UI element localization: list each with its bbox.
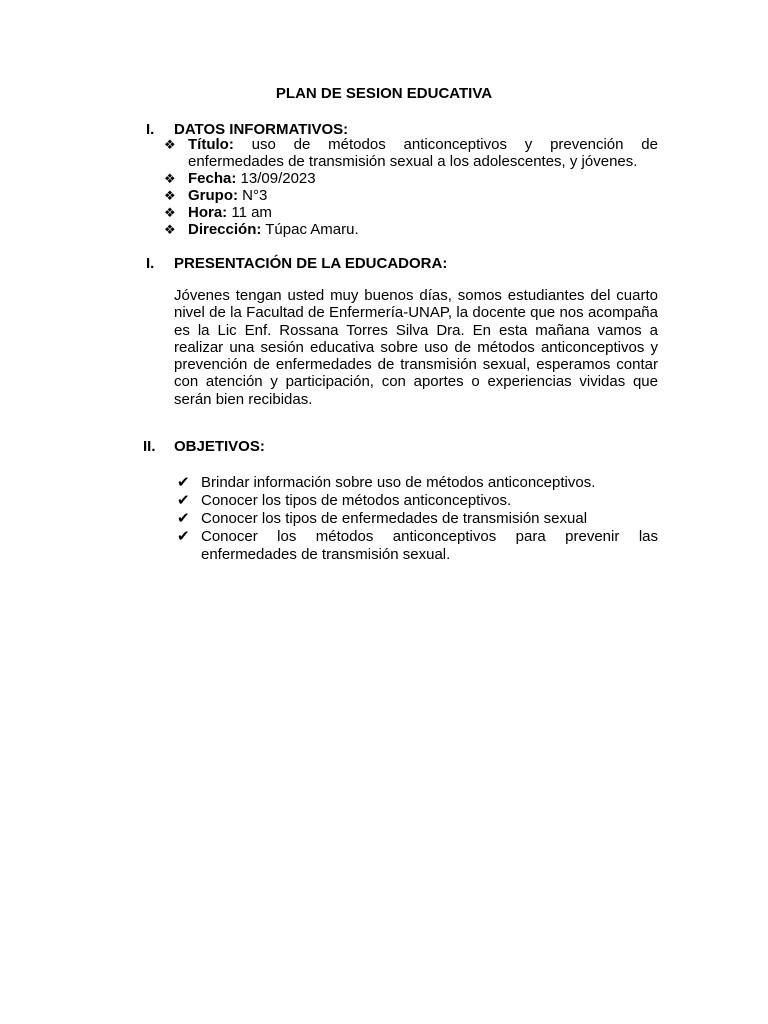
list-item xyxy=(164,221,658,238)
checkmark-icon: ✔ xyxy=(177,474,190,491)
list-item xyxy=(164,136,658,170)
field-label: Grupo: xyxy=(188,187,238,204)
diamond-bullet-icon: ❖ xyxy=(164,188,176,203)
diamond-bullet-icon: ❖ xyxy=(164,137,176,152)
field-value: Túpac Amaru. xyxy=(261,221,359,238)
list-item xyxy=(164,170,658,187)
diamond-bullet-icon: ❖ xyxy=(164,171,176,186)
section-number: II. xyxy=(143,438,156,455)
list-item xyxy=(164,187,658,204)
field-value: N°3 xyxy=(238,187,268,204)
objetivos-list xyxy=(177,474,658,564)
field-label: Hora: xyxy=(188,204,228,221)
checkmark-icon: ✔ xyxy=(177,528,190,545)
objetivo-text: Brindar información sobre uso de métodos anticonceptivos. xyxy=(201,474,596,491)
diamond-bullet-icon: ❖ xyxy=(164,205,176,220)
list-item xyxy=(164,204,658,221)
diamond-bullet-icon: ❖ xyxy=(164,222,176,237)
field-value: 13/09/2023 xyxy=(236,170,316,187)
list-item xyxy=(177,474,658,492)
list-item xyxy=(177,528,658,564)
field-label: Fecha: xyxy=(188,170,237,187)
objetivo-text: Conocer los tipos de enfermedades de transmisión sexual xyxy=(201,510,588,527)
field-label: Dirección: xyxy=(188,221,262,238)
section-number: I. xyxy=(146,255,155,272)
checkmark-icon: ✔ xyxy=(177,492,190,509)
objetivo-text: Conocer los métodos anticonceptivos para prevenir las enfermedades de transmisión sexual. xyxy=(201,528,658,563)
datos-list xyxy=(164,136,658,238)
field-value: 11 am xyxy=(227,204,272,221)
document-title: PLAN DE SESION EDUCATIVA xyxy=(275,85,493,102)
checkmark-icon: ✔ xyxy=(177,510,190,527)
list-item xyxy=(177,510,658,528)
field-label: Título: xyxy=(188,136,234,153)
list-item xyxy=(177,492,658,510)
section-title: OBJETIVOS: xyxy=(174,438,265,455)
field-value: uso de métodos anticonceptivos y prevención de enfermedades de transmisión sexual a los adolescentes, y jóvenes. xyxy=(188,136,658,170)
objetivo-text: Conocer los tipos de métodos anticonceptivos. xyxy=(201,492,512,509)
section-title: PRESENTACIÓN DE LA EDUCADORA: xyxy=(174,255,448,272)
section-number: I. xyxy=(146,121,155,138)
presentacion-paragraph: Jóvenes tengan usted muy buenos días, somos estudiantes del cuarto nivel de la Facultad de Enfermería-UNAP, la docente que nos acompaña es la Lic Enf. Rossana Torres Silva Dra. En esta mañana vamos a realizar una sesión educativa sobre uso de métodos anticonceptivos y prevención de enfermedades de transmisión sexual, esperamos contar con atención y participación, con aportes o experiencias vividas que serán bien recibidas. xyxy=(174,287,658,408)
section-title: DATOS INFORMATIVOS: xyxy=(174,121,349,138)
